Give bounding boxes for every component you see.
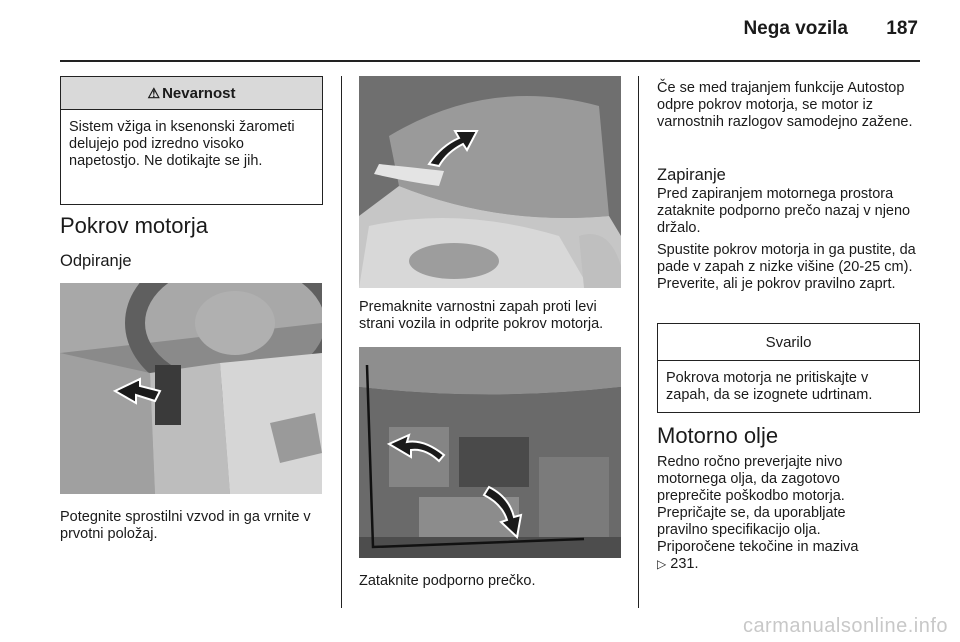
header-divider	[60, 60, 920, 62]
caution-box	[657, 323, 920, 413]
figure3-caption: Zataknite podporno prečko.	[359, 573, 536, 589]
page-reference-link[interactable]: 231.	[670, 556, 699, 572]
section-title-engine-oil: Motorno olje	[657, 423, 779, 448]
figure1-caption: Potegnite sprostilni vzvod in ga vrnite v prvotni položaj.	[60, 509, 311, 542]
section-title-hood: Pokrov motorja	[60, 213, 208, 238]
danger-warning-header	[61, 77, 322, 110]
column-divider-left	[341, 76, 342, 608]
caution-text: Pokrova motorja ne pritiskajte v zapah, da se izognete udrtinam.	[666, 370, 873, 403]
support-rod-illustration	[359, 347, 621, 558]
watermark: carmanualsonline.info	[742, 615, 948, 637]
engine-oil-paragraph	[657, 454, 897, 573]
hood-release-lever-illustration	[60, 283, 322, 494]
figure2-caption: Premaknite varnostni zapah proti levi strani vozila in odprite pokrov motorja.	[359, 299, 604, 332]
hood-safety-catch-illustration	[359, 76, 621, 288]
autostop-note: Če se med trajanjem funkcije Autostop odpre pokrov motorja, se motor iz varnostnih razlogov samodejno zažene.	[657, 80, 913, 130]
page-number: 187	[886, 18, 918, 39]
subsection-title-opening: Odpiranje	[60, 252, 132, 270]
closing-paragraph-2: Spustite pokrov motorja in ga pustite, da pade v zapah z nizke višine (20-25 cm). Preverite, ali je pokrov pravilno zaprt.	[657, 242, 916, 292]
closing-paragraph-1: Pred zapiranjem motornega prostora zataknite podporno prečo nazaj v njeno držalo.	[657, 186, 911, 236]
subsection-title-closing: Zapiranje	[657, 166, 726, 184]
column-divider-right	[638, 76, 639, 608]
arrow-reference-icon: ▷	[657, 557, 667, 571]
danger-warning-title: Nevarnost	[162, 85, 236, 102]
running-header-title: Nega vozila	[743, 18, 848, 39]
warning-triangle-icon: ⚠	[147, 85, 161, 101]
caution-header: Svarilo	[658, 324, 919, 361]
danger-warning-box	[60, 76, 323, 205]
engine-oil-text: Redno ročno preverjajte nivo motornega olja, da zagotovo preprečite poškodbo motorja. Prepričajte se, da uporabljate pravilno specifikacijo olja. Priporočene tekočine in maziva	[657, 454, 859, 555]
danger-warning-text: Sistem vžiga in ksenonski žarometi delujejo pod izredno visoko napetostjo. Ne dotikajte se jih.	[69, 119, 295, 169]
